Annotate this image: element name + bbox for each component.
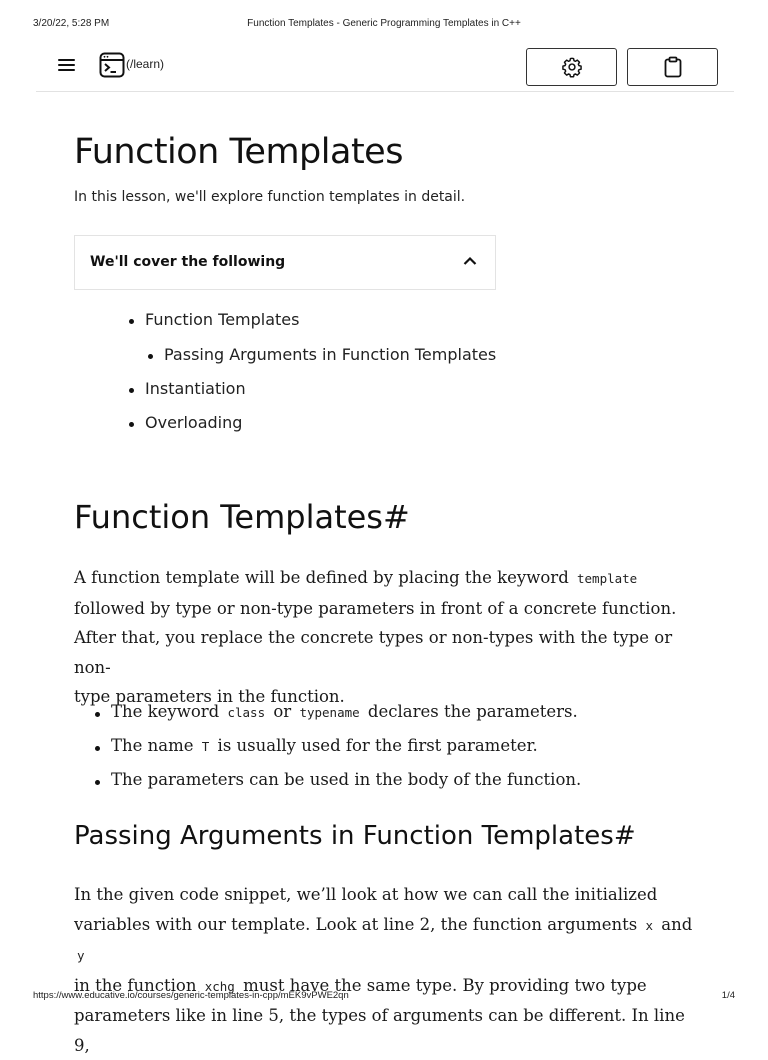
list-item [111, 736, 538, 755]
code-class: class [227, 705, 266, 720]
page-number: 1/4 [721, 990, 735, 1001]
text: type parameters in the function. [74, 687, 345, 706]
text: and [656, 914, 693, 934]
text: parameters like in line 5, the types of arguments can be different. In line 9, [74, 1006, 685, 1055]
print-datetime: 3/20/22, 5:28 PM [33, 18, 110, 29]
text: must have the same type. By providing two type [237, 975, 647, 995]
code-typename: typename [299, 705, 360, 720]
list-item [111, 702, 578, 721]
text: The keyword [111, 702, 225, 721]
terminal-window-icon[interactable] [99, 52, 125, 78]
page-title: Function Templates [74, 132, 403, 172]
text: variables with our template. Look at line 2, the function arguments [74, 914, 643, 934]
top-navigation-bar [36, 44, 734, 92]
page-url: https://www.educative.io/courses/generic-templates-in-cpp/mEK9vPWE2qn [33, 990, 349, 1001]
code-t: T [201, 739, 210, 754]
hamburger-menu-icon[interactable] [56, 56, 78, 74]
section-heading-passing-arguments: Passing Arguments in Function Templates# [74, 821, 636, 851]
text: declares the parameters. [362, 702, 578, 721]
text: or [268, 702, 297, 721]
text: is usually used for the first parameter. [212, 736, 538, 755]
text: followed by type or non-type parameters in front of a concrete function. [74, 598, 677, 618]
toc-item-passing-arguments[interactable]: Passing Arguments in Function Templates [164, 345, 497, 364]
print-header [33, 18, 735, 32]
learn-link[interactable]: (/learn) [126, 57, 165, 71]
toc-heading: We'll cover the following [90, 254, 286, 270]
lesson-subtitle: In this lesson, we'll explore function templates in detail. [74, 189, 466, 205]
settings-button[interactable] [526, 48, 617, 86]
section-heading-function-templates: Function Templates# [74, 498, 410, 536]
text: In the given code snippet, we’ll look at how we can call the initialized [74, 885, 658, 904]
toc-item-instantiation[interactable]: Instantiation [145, 379, 246, 398]
toc-item-function-templates[interactable]: Function Templates [145, 310, 300, 329]
code-xchg: xchg [204, 978, 235, 994]
section1-paragraph [74, 563, 694, 712]
text: The name [111, 736, 199, 755]
print-document-title: Function Templates - Generic Programming Templates in C++ [247, 18, 521, 29]
print-footer [33, 990, 735, 1002]
clipboard-icon [663, 56, 683, 78]
code-x: x [645, 917, 654, 933]
text: After that, you replace the concrete types or non-types with the type or non- [74, 628, 673, 677]
text: in the function [74, 975, 202, 995]
text: A function template will be defined by placing the keyword [74, 568, 574, 587]
code-template: template [577, 571, 638, 586]
chevron-up-icon[interactable] [463, 256, 477, 266]
section2-paragraph [74, 880, 694, 1060]
notes-button[interactable] [627, 48, 718, 86]
toc-collapsible[interactable] [74, 235, 496, 290]
code-y: y [77, 948, 85, 963]
list-item: The parameters can be used in the body of the function. [111, 770, 582, 789]
toc-item-overloading[interactable]: Overloading [145, 413, 243, 432]
gear-icon [561, 56, 583, 78]
